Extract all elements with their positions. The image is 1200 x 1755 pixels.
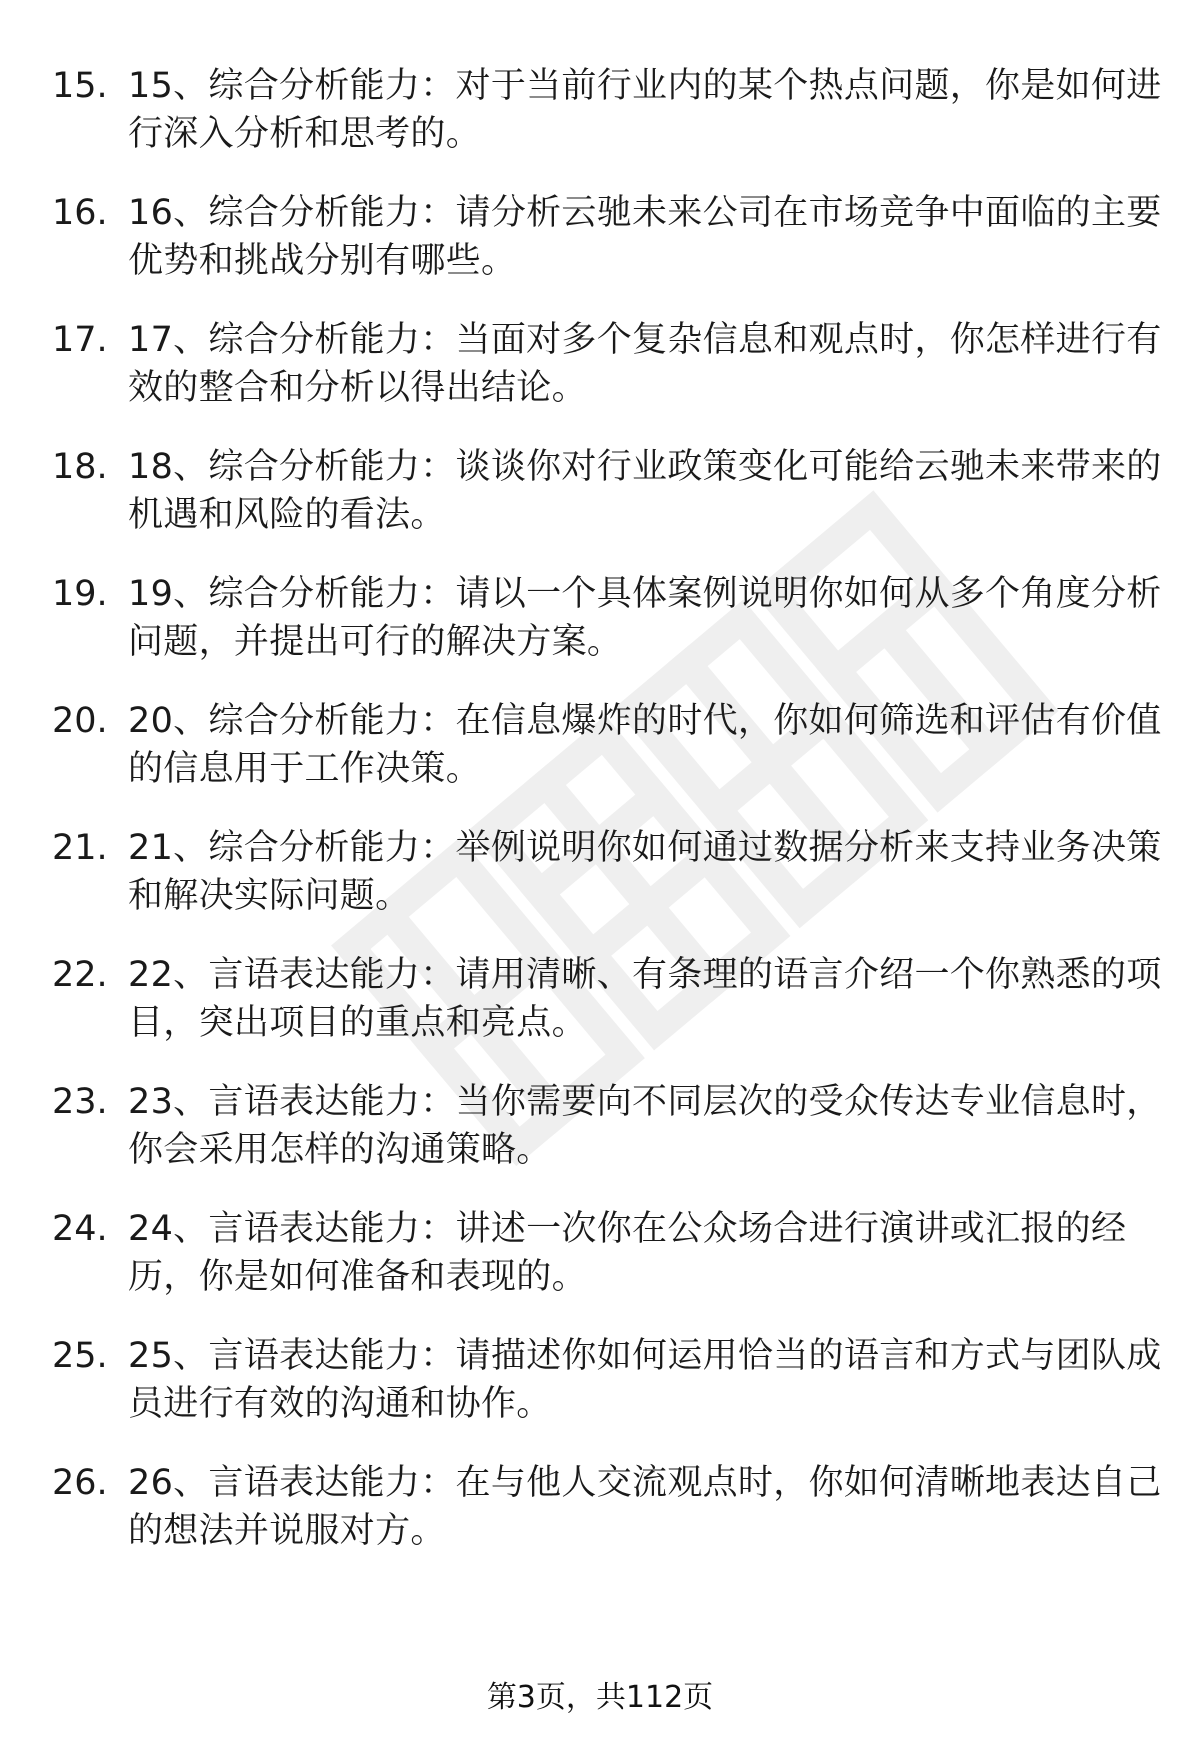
item-number: 22. <box>52 955 108 995</box>
item-text: 23、言语表达能力：当你需要向不同层次的受众传达专业信息时，你会采用怎样的沟通策略。 <box>128 1082 1162 1170</box>
item-text: 21、综合分析能力：举例说明你如何通过数据分析来支持业务决策和解决实际问题。 <box>128 828 1162 916</box>
list-item <box>52 824 1162 920</box>
item-text: 17、综合分析能力：当面对多个复杂信息和观点时，你怎样进行有效的整合和分析以得出结论。 <box>128 320 1162 408</box>
list-item <box>52 189 1162 285</box>
item-text: 26、言语表达能力：在与他人交流观点时，你如何清晰地表达自己的想法并说服对方。 <box>128 1463 1162 1551</box>
item-text: 19、综合分析能力：请以一个具体案例说明你如何从多个角度分析问题，并提出可行的解决方案。 <box>128 574 1162 662</box>
item-number: 15. <box>52 66 108 106</box>
list-item <box>52 1078 1162 1174</box>
item-number: 16. <box>52 193 108 233</box>
item-number: 18. <box>52 447 108 487</box>
list-item <box>52 570 1162 666</box>
item-number: 24. <box>52 1209 108 1249</box>
page-footer: 第3页，共112页 <box>486 1680 714 1715</box>
list-item <box>52 316 1162 412</box>
item-text: 24、言语表达能力：讲述一次你在公众场合进行演讲或汇报的经历，你是如何准备和表现的。 <box>128 1209 1127 1297</box>
list-item <box>52 697 1162 793</box>
item-text: 20、综合分析能力：在信息爆炸的时代，你如何筛选和评估有价值的信息用于工作决策。 <box>128 701 1162 789</box>
item-number: 23. <box>52 1082 108 1122</box>
item-number: 17. <box>52 320 108 360</box>
item-number: 25. <box>52 1336 108 1376</box>
item-text: 18、综合分析能力：谈谈你对行业政策变化可能给云驰未来带来的机遇和风险的看法。 <box>128 447 1162 535</box>
item-text: 22、言语表达能力：请用清晰、有条理的语言介绍一个你熟悉的项目，突出项目的重点和亮点。 <box>128 955 1162 1043</box>
item-number: 20. <box>52 701 108 741</box>
item-text: 25、言语表达能力：请描述你如何运用恰当的语言和方式与团队成员进行有效的沟通和协作。 <box>128 1336 1162 1424</box>
list-item <box>52 1332 1162 1428</box>
item-text: 16、综合分析能力：请分析云驰未来公司在市场竞争中面临的主要优势和挑战分别有哪些。 <box>128 193 1162 281</box>
list-item <box>52 62 1162 158</box>
item-number: 21. <box>52 828 108 868</box>
item-text: 15、综合分析能力：对于当前行业内的某个热点问题，你是如何进行深入分析和思考的。 <box>128 66 1162 154</box>
item-number: 26. <box>52 1463 108 1503</box>
question-list <box>52 62 1162 1586</box>
list-item <box>52 1205 1162 1301</box>
list-item <box>52 1459 1162 1555</box>
item-number: 19. <box>52 574 108 614</box>
list-item <box>52 443 1162 539</box>
list-item <box>52 951 1162 1047</box>
